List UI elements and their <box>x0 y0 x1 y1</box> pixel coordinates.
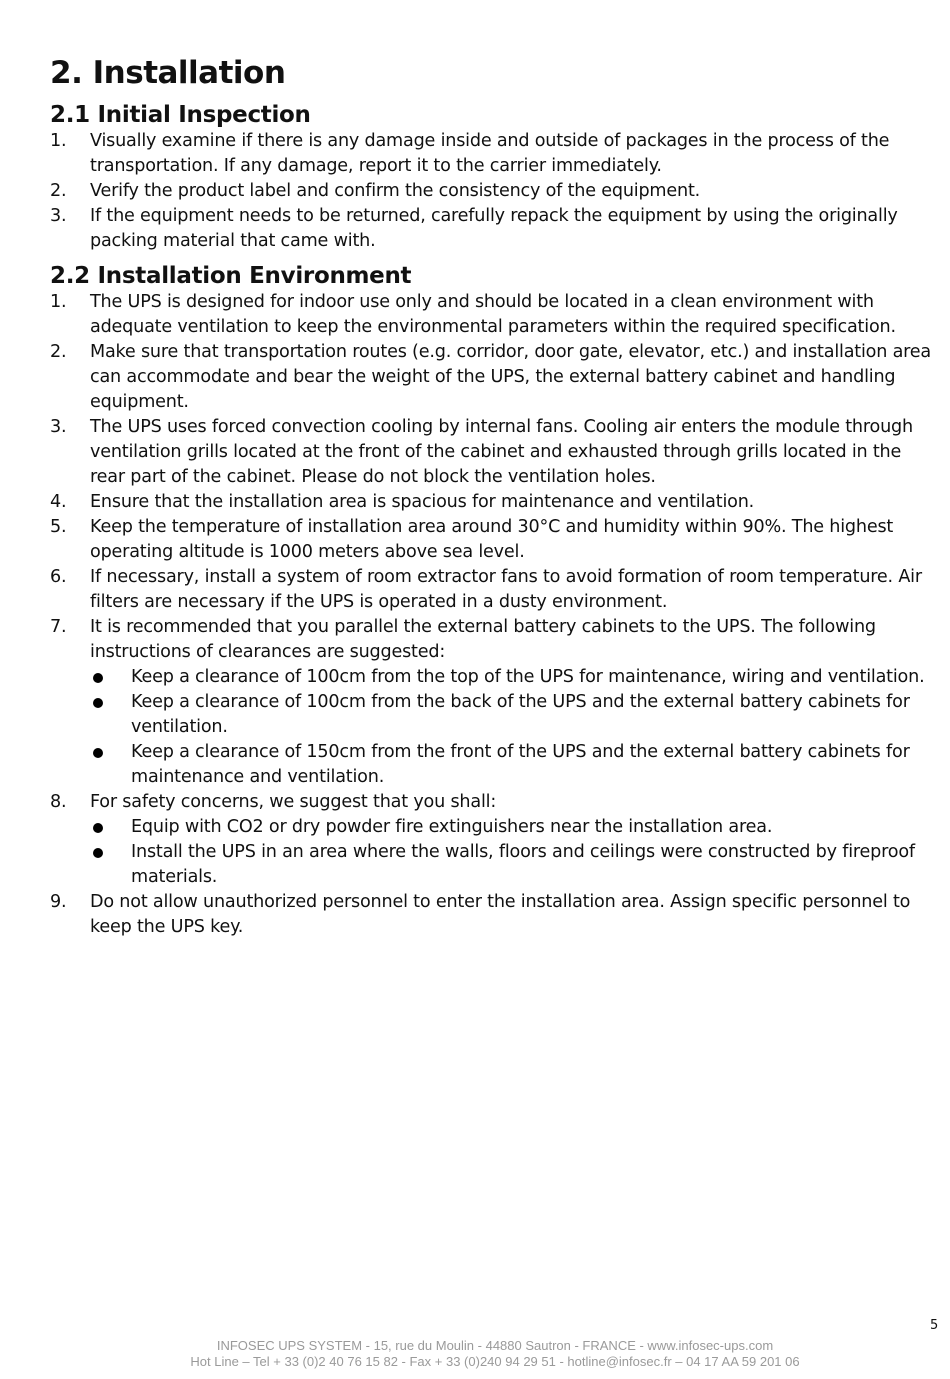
item-number: 1. <box>50 131 67 151</box>
list-item <box>50 890 940 940</box>
bullet-dot-icon <box>93 823 103 833</box>
list-item <box>50 415 940 490</box>
list-item <box>50 290 940 340</box>
item-number: 2. <box>50 181 67 201</box>
list-item <box>50 340 940 415</box>
item-text: The UPS is designed for indoor use only and should be located in a clean environment with adequate ventilation to keep the environmental parameters within the required specification. <box>90 292 896 337</box>
bullet-dot-icon <box>93 848 103 858</box>
list-item <box>50 490 940 515</box>
initial-inspection-list <box>50 129 940 254</box>
item-number: 4. <box>50 492 67 512</box>
bullet-dot-icon <box>93 698 103 708</box>
item-number: 9. <box>50 892 67 912</box>
list-item <box>50 515 940 565</box>
bullet-item <box>90 665 940 690</box>
list-item <box>50 204 940 254</box>
item-number: 2. <box>50 342 67 362</box>
bullet-text: Keep a clearance of 150cm from the front of the UPS and the external battery cabinets for maintenance and ventilation. <box>131 742 910 787</box>
document-page <box>50 52 940 940</box>
bullet-text: Keep a clearance of 100cm from the back of the UPS and the external battery cabinets for ventilation. <box>131 692 910 737</box>
item-text: If necessary, install a system of room extractor fans to avoid formation of room temperature. Air filters are necessary if the UPS is operated in a dusty environment. <box>90 567 922 612</box>
item-text: Ensure that the installation area is spacious for maintenance and ventilation. <box>90 492 755 512</box>
list-item <box>50 790 940 890</box>
list-item <box>50 179 940 204</box>
safety-bullet-list <box>90 815 940 890</box>
page-number: 5 <box>930 1318 939 1333</box>
item-text: If the equipment needs to be returned, carefully repack the equipment by using the originally packing material that came with. <box>90 206 898 251</box>
item-text: Keep the temperature of installation area around 30°C and humidity within 90%. The highest operating altitude is 1000 meters above sea level. <box>90 517 894 562</box>
item-number: 1. <box>50 292 67 312</box>
bullet-text: Install the UPS in an area where the walls, floors and ceilings were constructed by fireproof materials. <box>131 842 915 887</box>
footer-contact-line: Hot Line – Tel + 33 (0)2 40 76 15 82 - Fax + 33 (0)240 94 29 51 - hotline@infosec.fr – 04 17 AA 59 201 06 <box>190 1354 800 1369</box>
bullet-text: Equip with CO2 or dry powder fire extinguishers near the installation area. <box>131 817 773 837</box>
bullet-item <box>90 740 940 790</box>
bullet-text: Keep a clearance of 100cm from the top of the UPS for maintenance, wiring and ventilation. <box>131 667 925 687</box>
bullet-dot-icon <box>93 748 103 758</box>
item-text: It is recommended that you parallel the external battery cabinets to the UPS. The following instructions of clearances are suggested: <box>90 617 876 662</box>
item-number: 7. <box>50 617 67 637</box>
bullet-dot-icon <box>93 673 103 683</box>
list-item <box>50 129 940 179</box>
item-number: 8. <box>50 792 67 812</box>
item-number: 3. <box>50 206 67 226</box>
item-text: The UPS uses forced convection cooling by internal fans. Cooling air enters the module through ventilation grills located at the front of the cabinet and exhausted through grills located in the rear part of the cabinet. Please do not block the ventilation holes. <box>90 417 913 487</box>
item-text: Make sure that transportation routes (e.g. corridor, door gate, elevator, etc.) and installation area can accommodate and bear the weight of the UPS, the external battery cabinet and handling equipment. <box>90 342 932 412</box>
section-heading-installation-environment: 2.2 Installation Environment <box>50 263 412 289</box>
item-number: 6. <box>50 567 67 587</box>
item-text: For safety concerns, we suggest that you shall: <box>90 792 497 812</box>
list-item <box>50 615 940 790</box>
item-text: Verify the product label and confirm the consistency of the equipment. <box>90 181 701 201</box>
item-text: Do not allow unauthorized personnel to enter the installation area. Assign specific personnel to keep the UPS key. <box>90 892 911 937</box>
bullet-item <box>90 815 940 840</box>
item-text: Visually examine if there is any damage inside and outside of packages in the process of the transportation. If any damage, report it to the carrier immediately. <box>90 131 890 176</box>
page-title: 2. Installation <box>50 55 286 91</box>
list-item <box>50 565 940 615</box>
bullet-item <box>90 690 940 740</box>
installation-environment-list <box>50 290 940 940</box>
clearance-bullet-list <box>90 665 940 790</box>
section-heading-initial-inspection: 2.1 Initial Inspection <box>50 102 311 128</box>
item-number: 5. <box>50 517 67 537</box>
bullet-item <box>90 840 940 890</box>
item-number: 3. <box>50 417 67 437</box>
footer-address-line: INFOSEC UPS SYSTEM - 15, rue du Moulin - 44880 Sautron - FRANCE - www.infosec-ups.com <box>216 1338 774 1353</box>
